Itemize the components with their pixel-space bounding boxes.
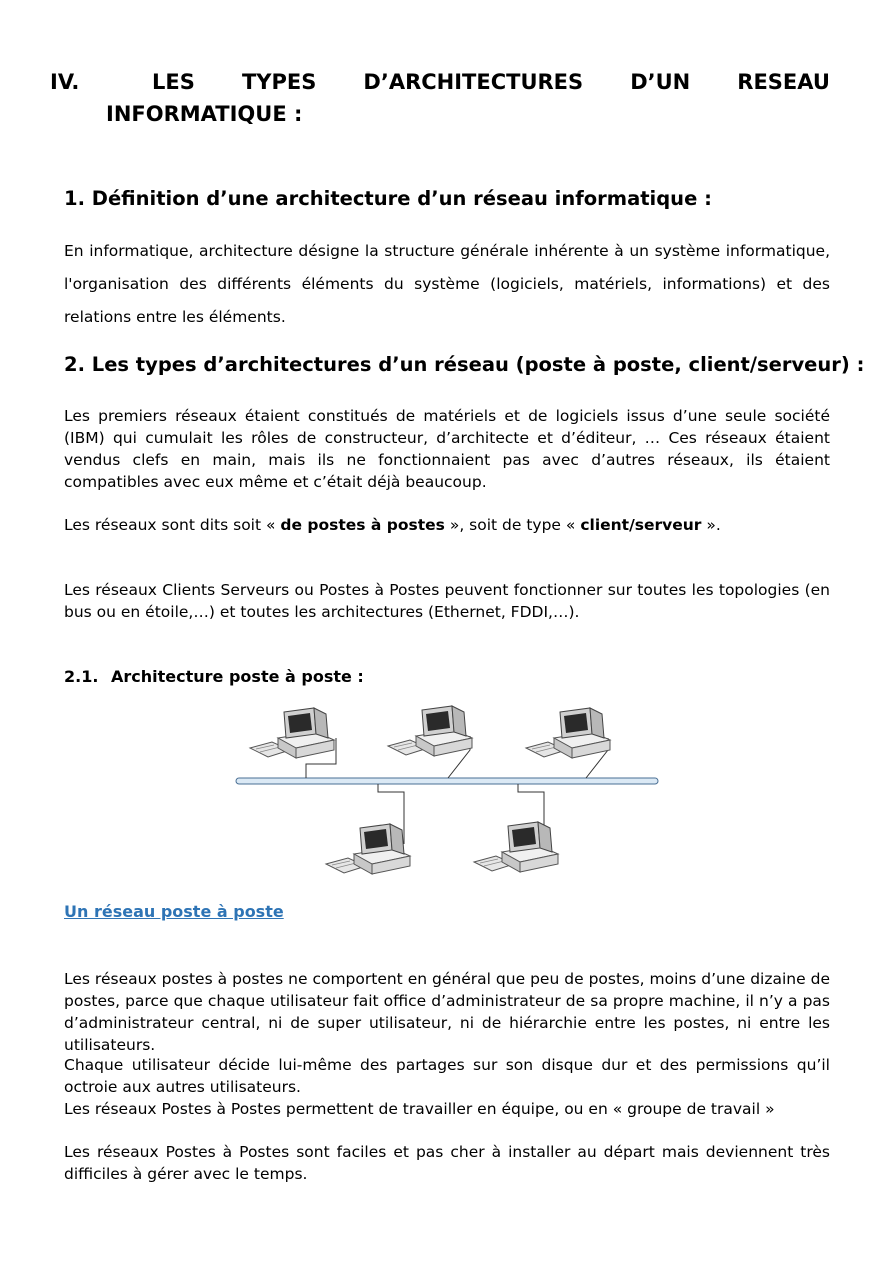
title-line-2: INFORMATIQUE : [106, 102, 303, 126]
section-1-paragraph: En informatique, architecture désigne la structure générale inhérente à un système informatique, l'organisation des différents éléments du système (logiciels, matériels, informations) et des relations entre les éléments. [64, 242, 830, 326]
section-2-paragraph-3: Les réseaux Clients Serveurs ou Postes à Postes peuvent fonctionner sur toutes les topologies (en bus ou en étoile,…) et toutes les architectures (Ethernet, FDDI,…). [64, 581, 830, 621]
section-1-heading: 1. Définition d’une architecture d’un réseau informatique : [64, 187, 712, 210]
section-2-heading: 2. Les types d’architectures d’un réseau (poste à poste, client/serveur) : [64, 353, 865, 376]
subsection-number: 2.1. [64, 667, 99, 686]
computer-icon [250, 708, 334, 758]
title-word: D’ARCHITECTURES [363, 70, 584, 94]
title-word: TYPES [241, 70, 317, 94]
title-word: RESEAU [737, 70, 830, 94]
body-paragraph: Les réseaux postes à postes ne comportent en général que peu de postes, moins d’une dizaine de postes, parce que chaque utilisateur fait office d’administrateur de sa propre machine, il n’y a pas d’administrateur central, ni de super utilisateur, ni de hiérarchie entre les postes, ni entre les utilisateurs. [64, 970, 830, 1054]
title-line-1 [50, 66, 830, 98]
computer-icon [474, 822, 558, 872]
text-run: ». [701, 516, 721, 534]
subsection-heading [64, 666, 364, 688]
bold-term-client-server: client/serveur [580, 516, 702, 534]
text-run: Les réseaux sont dits soit « [64, 516, 281, 534]
body-paragraph: Chaque utilisateur décide lui-même des partages sur son disque dur et des permissions qu’il octroie aux autres utilisateurs. [64, 1056, 830, 1096]
figure-caption-link[interactable]: Un réseau poste à poste [64, 902, 284, 921]
title-number: IV. [50, 70, 80, 94]
title-word: D’UN [630, 70, 691, 94]
title-word: LES [152, 70, 195, 94]
document-title [50, 66, 830, 130]
peer-to-peer-network-diagram [230, 702, 670, 882]
bold-term-peer-to-peer: de postes à postes [280, 516, 445, 534]
body-paragraph: Les réseaux Postes à Postes sont faciles et pas cher à installer au départ mais deviennent très difficiles à gérer avec le temps. [64, 1143, 830, 1183]
section-2-paragraph-2 [64, 514, 830, 536]
text-run: », soit de type « [444, 516, 581, 534]
computer-icon [326, 824, 410, 874]
computer-icon [388, 706, 472, 756]
body-paragraph: Les réseaux Postes à Postes permettent de travailler en équipe, ou en « groupe de travail » [64, 1100, 775, 1118]
computer-icon [526, 708, 610, 758]
section-2-paragraph-1: Les premiers réseaux étaient constitués de matériels et de logiciels issus d’une seule société (IBM) qui cumulait les rôles de constructeur, d’architecte et d’éditeur, … Ces réseaux étaient vendus clefs en main, mais ils ne fonctionnaient pas avec d’autres réseaux, ils étaient compatibles avec eux même et c’était déjà beaucoup. [64, 407, 830, 491]
subsection-title: Architecture poste à poste : [111, 667, 364, 686]
network-bus-cable [236, 778, 658, 784]
